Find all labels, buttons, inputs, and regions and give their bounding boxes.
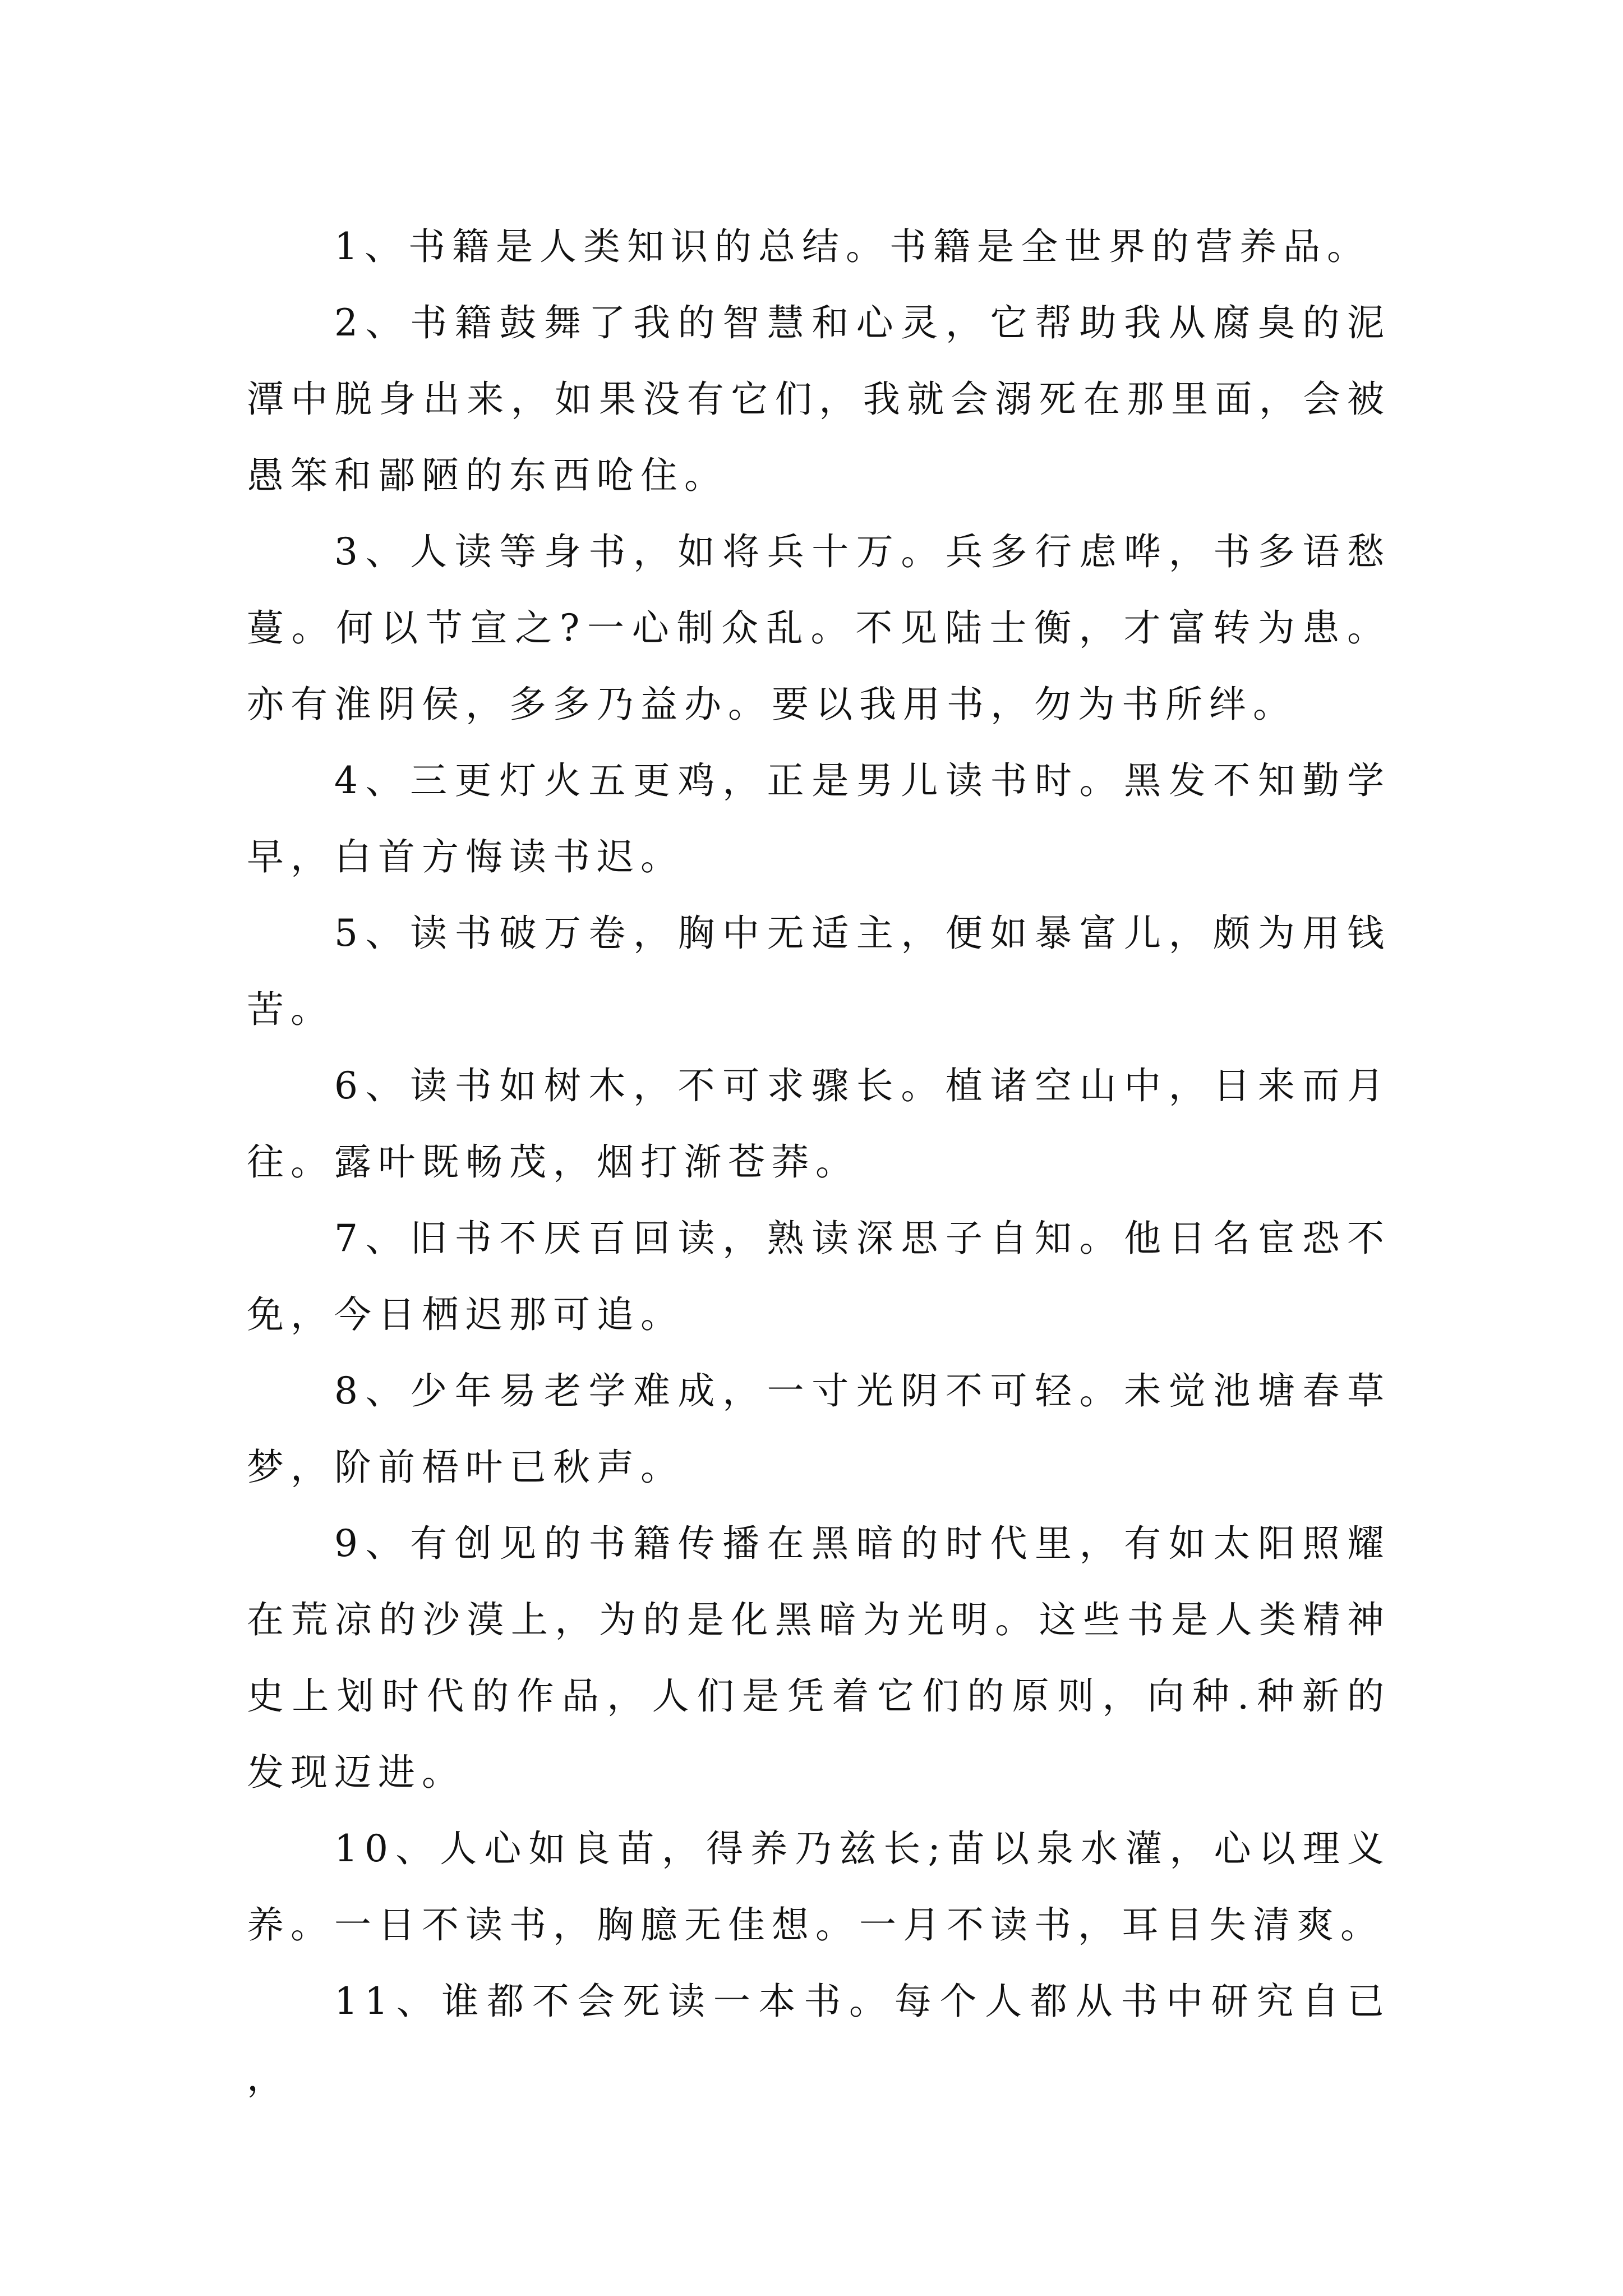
paragraph-2: 2、书籍鼓舞了我的智慧和心灵，它帮助我从腐臭的泥潭中脱身出来，如果没有它们，我就会溺死在那里面，会被愚笨和鄙陋的东西呛住。 [247,301,1391,497]
paragraph-4: 4、三更灯火五更鸡，正是男儿读书时。黑发不知勤学早，白首方悔读书迟。 [247,759,1391,878]
document-body [247,209,1391,2116]
paragraph-7: 7、旧书不厌百回读，熟读深思子自知。他日名宦恐不免，今日栖迟那可追。 [247,1217,1391,1336]
paragraph-8: 8、少年易老学难成，一寸光阴不可轻。未觉池塘春草梦，阶前梧叶已秋声。 [247,1369,1391,1489]
paragraph-9: 9、有创见的书籍传播在黑暗的时代里，有如太阳照耀在荒凉的沙漠上，为的是化黑暗为光明。这些书是人类精神史上划时代的作品，人们是凭着它们的原则，向种.种新的发现迈进。 [247,1522,1391,1794]
paragraph-10: 10、人心如良苗，得养乃兹长;苗以泉水灌，心以理义养。一日不读书，胸臆无佳想。一月不读书，耳目失清爽。 [247,1827,1391,1947]
paragraph-1: 1、书籍是人类知识的总结。书籍是全世界的营养品。 [334,225,1371,268]
paragraph-6: 6、读书如树木，不可求骤长。植诸空山中，日来而月往。露叶既畅茂，烟打渐苍莽。 [247,1064,1391,1184]
paragraph-3: 3、人读等身书，如将兵十万。兵多行虑哗，书多语愁蔓。何以节宣之?一心制众乱。不见陆士衡，才富转为患。亦有淮阴侯，多多乃益办。要以我用书，勿为书所绊。 [247,530,1391,726]
paragraph-5: 5、读书破万卷，胸中无适主，便如暴富儿，颇为用钱苦。 [247,912,1391,1031]
paragraph-11: 11、谁都不会死读一本书。每个人都从书中研究自已， [247,1980,1391,2099]
